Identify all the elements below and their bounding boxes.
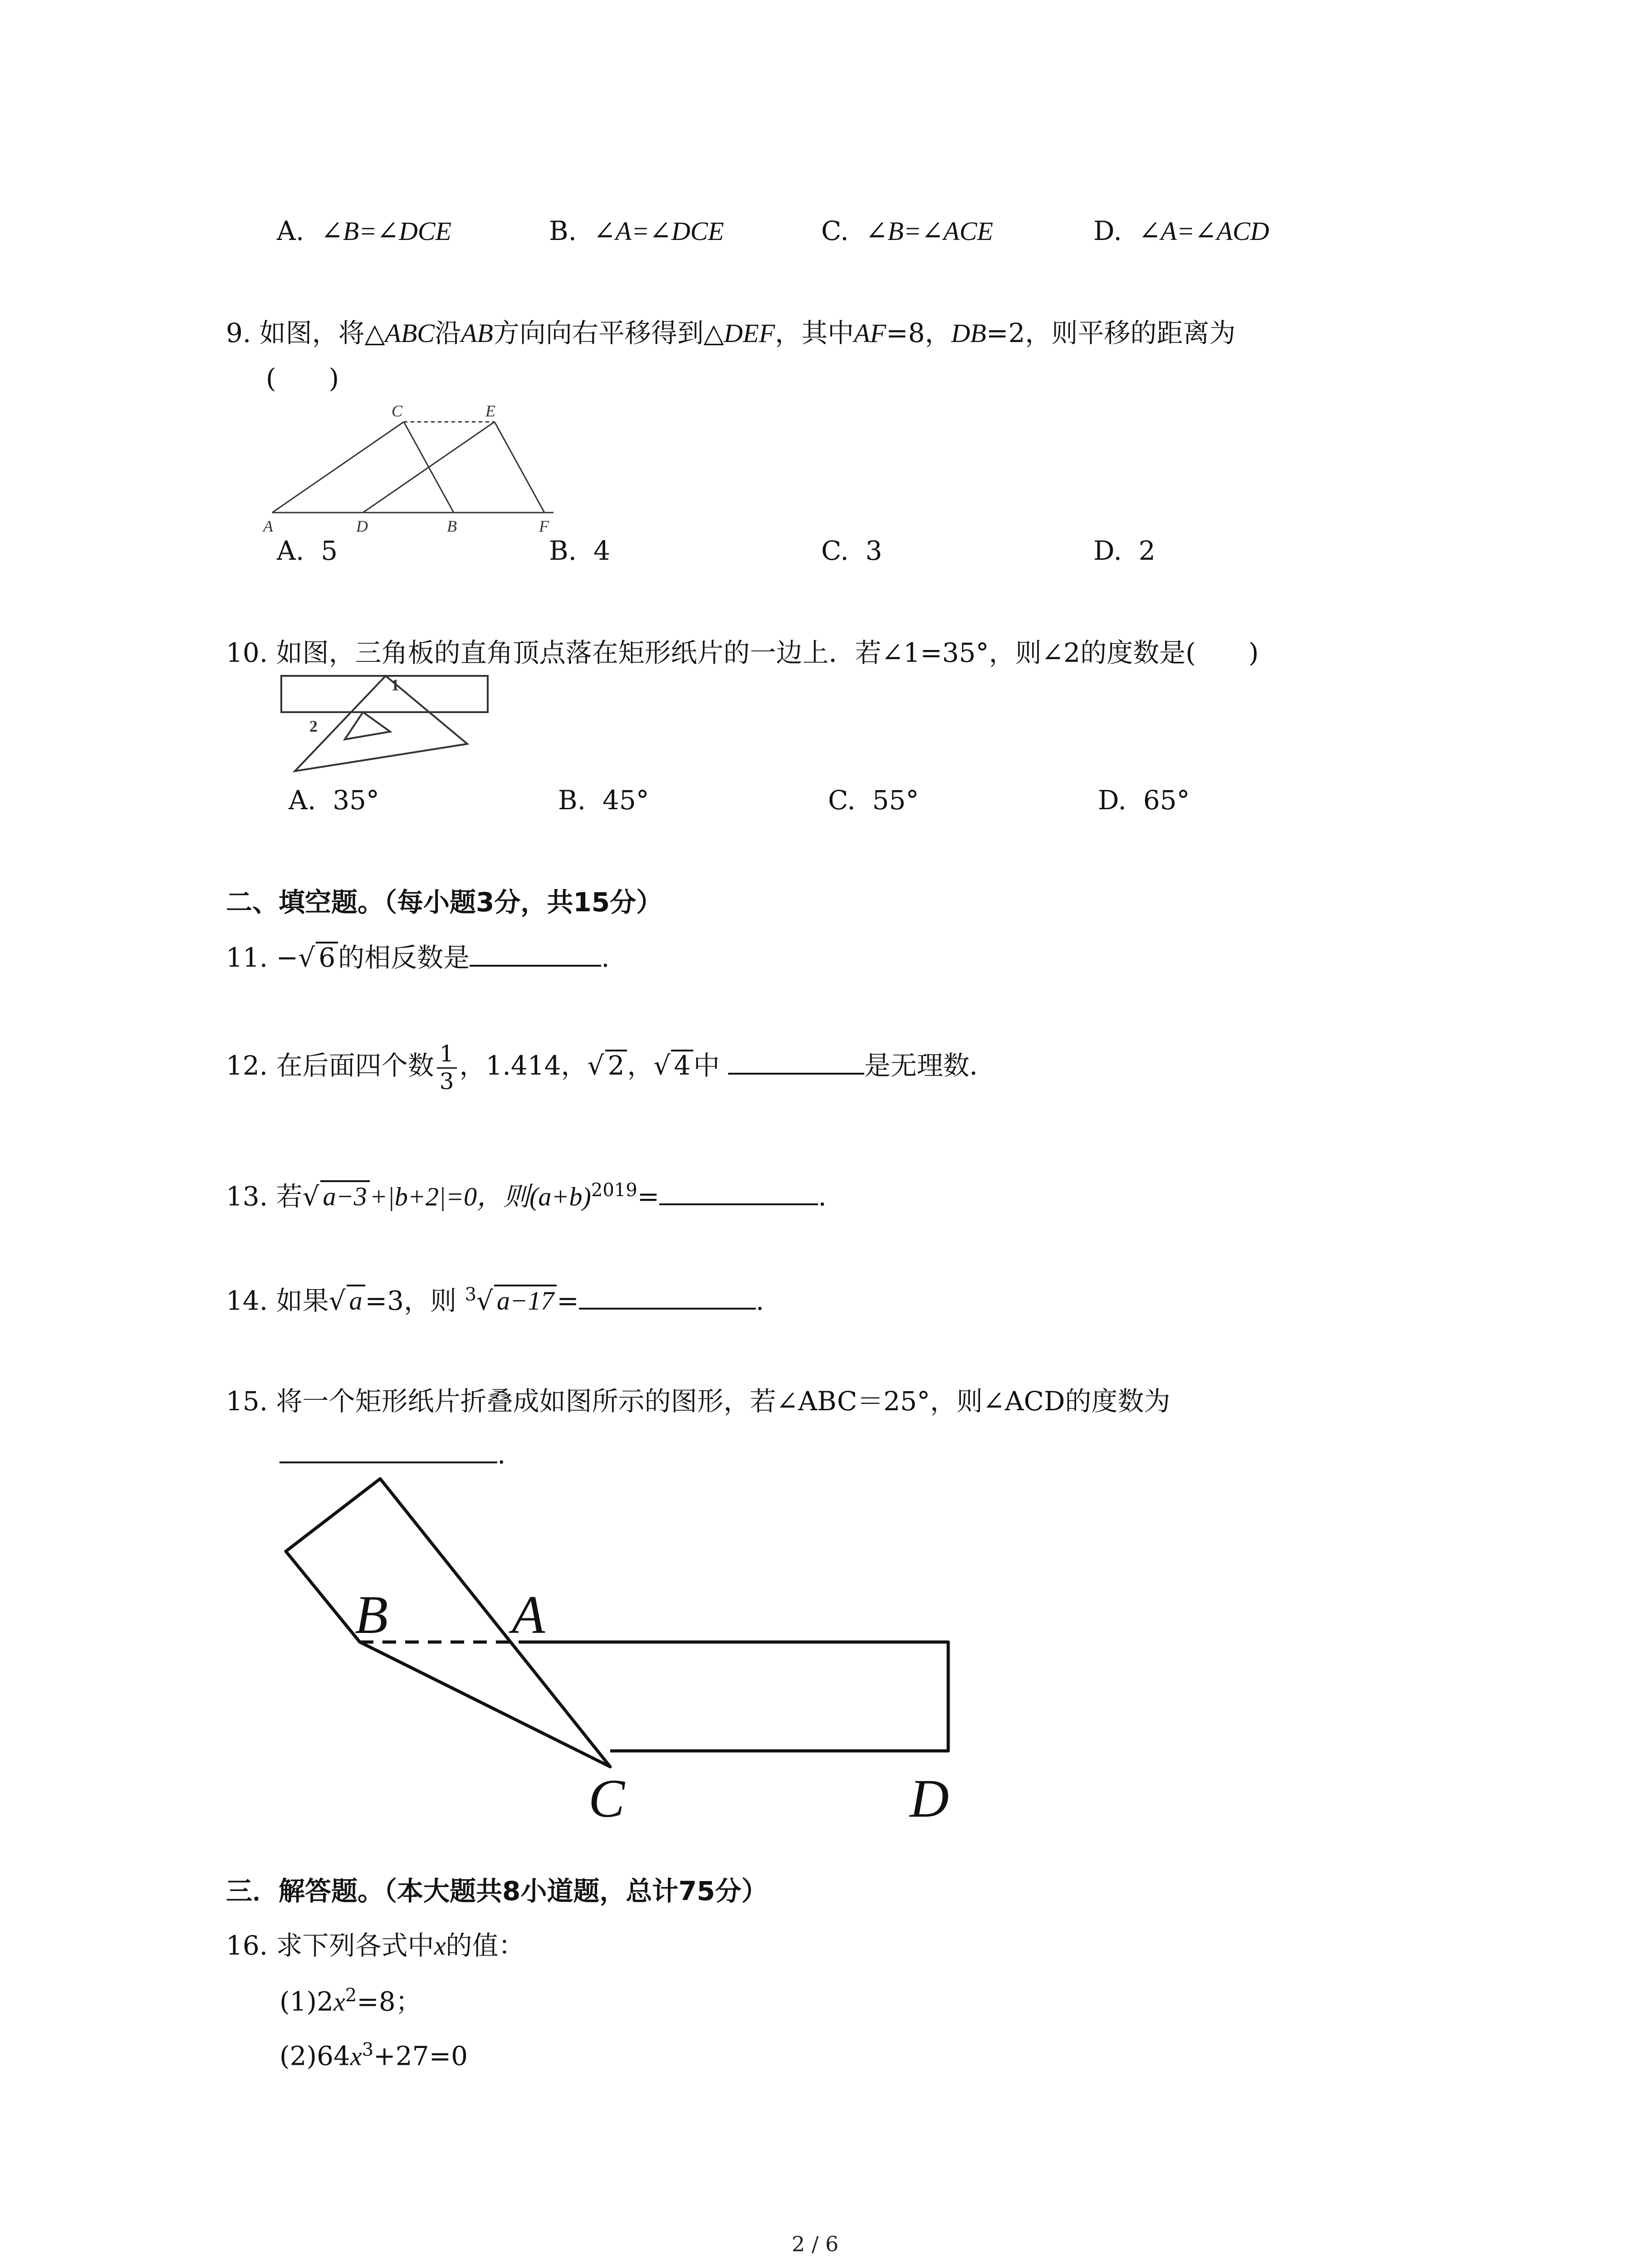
q10-option-d: D. 65°: [1098, 785, 1190, 816]
q12-answer-blank[interactable]: [728, 1049, 864, 1075]
q15-label-b: B: [355, 1584, 388, 1645]
q15-folded-paper-figure: [272, 1470, 980, 1828]
q9-translation-figure: [263, 399, 581, 535]
q15-answer-blank[interactable]: [279, 1438, 497, 1463]
q16-part-1: $(1)2x^2=8$；: [279, 1985, 422, 2017]
q9-answer-paren: ( ): [266, 363, 339, 394]
q15-label-a: A: [512, 1584, 545, 1645]
q9-label-f: F: [539, 517, 549, 535]
q10-option-b: B. 45°: [558, 785, 649, 816]
q15-label-d: D: [910, 1768, 949, 1828]
q12-fraction: $\frac{1}{3}$: [437, 1041, 457, 1095]
page-number: 2 / 6: [792, 2232, 839, 2256]
q9-option-b: B. 4: [549, 535, 610, 566]
q15-label-c: C: [588, 1768, 625, 1828]
q8-option-b: B. ∠A=∠DCE: [549, 215, 724, 246]
q9-label-e: E: [485, 402, 495, 420]
q10-option-a: A. 35°: [289, 785, 380, 816]
section3-heading: 三．解答题。（本大题共8小道题，总计75分）: [226, 1876, 768, 1906]
q8-option-d: D. ∠A=∠ACD: [1093, 215, 1269, 246]
q11-question: 11. −√ 6 的相反数是 .: [226, 942, 610, 973]
q10-label-1: 1: [391, 676, 399, 694]
q9-question: 9. 如图，将△ABC沿AB方向向右平移得到△DEF，其中AF=8，DB=2，则平移的距离为: [226, 318, 1236, 348]
q9-option-c: C. 3: [821, 535, 882, 566]
q11-radicand: 6: [316, 942, 338, 973]
q12-question: 12. 在后面四个数 $\frac{1}{3}$ ，1.414，√ 2 ，√ 4 中 是无理数．: [226, 1041, 996, 1095]
q16-question: 16. 求下列各式中x的值：: [226, 1930, 525, 1961]
q14-answer-blank[interactable]: [579, 1284, 756, 1310]
q15-question: 15. 将一个矩形纸片折叠成如图所示的图形，若∠ABC＝25°，则∠ACD的度数为: [226, 1386, 1171, 1417]
q9-label-d: D: [356, 517, 368, 535]
section2-heading: 二、填空题。（每小题3分，共15分）: [226, 887, 663, 918]
q9-option-d: D. 2: [1093, 535, 1156, 566]
q8-option-a: A. ∠B=∠DCE: [277, 215, 451, 246]
q15-answer-line: .: [279, 1438, 505, 1471]
q16-part-2: $(2)64x^3+27=0$: [279, 2039, 468, 2072]
q9-label-b: B: [447, 517, 457, 535]
q9-option-a: A. 5: [277, 535, 338, 566]
q14-question: 14. 如果√ a =3，则 $^3$√ a−17 = .: [226, 1284, 764, 1316]
q11-answer-blank[interactable]: [470, 941, 601, 967]
q10-triangle-ruler-figure: [277, 671, 495, 780]
q10-question: 10. 如图，三角板的直角顶点落在矩形纸片的一边上．若∠1=35°，则∠2的度数是( ): [226, 637, 1259, 668]
q10-option-c: C. 55°: [828, 785, 919, 816]
q9-label-a: A: [263, 517, 273, 535]
q9-label-c: C: [392, 402, 403, 420]
q8-option-c: C. ∠B=∠ACE: [821, 215, 993, 246]
q13-question: 13. 若√ a−3 +|b+2|=0，则$(a+b)^{2019}=$ .: [226, 1180, 827, 1212]
q13-answer-blank[interactable]: [659, 1180, 818, 1205]
q10-label-2: 2: [309, 717, 318, 735]
